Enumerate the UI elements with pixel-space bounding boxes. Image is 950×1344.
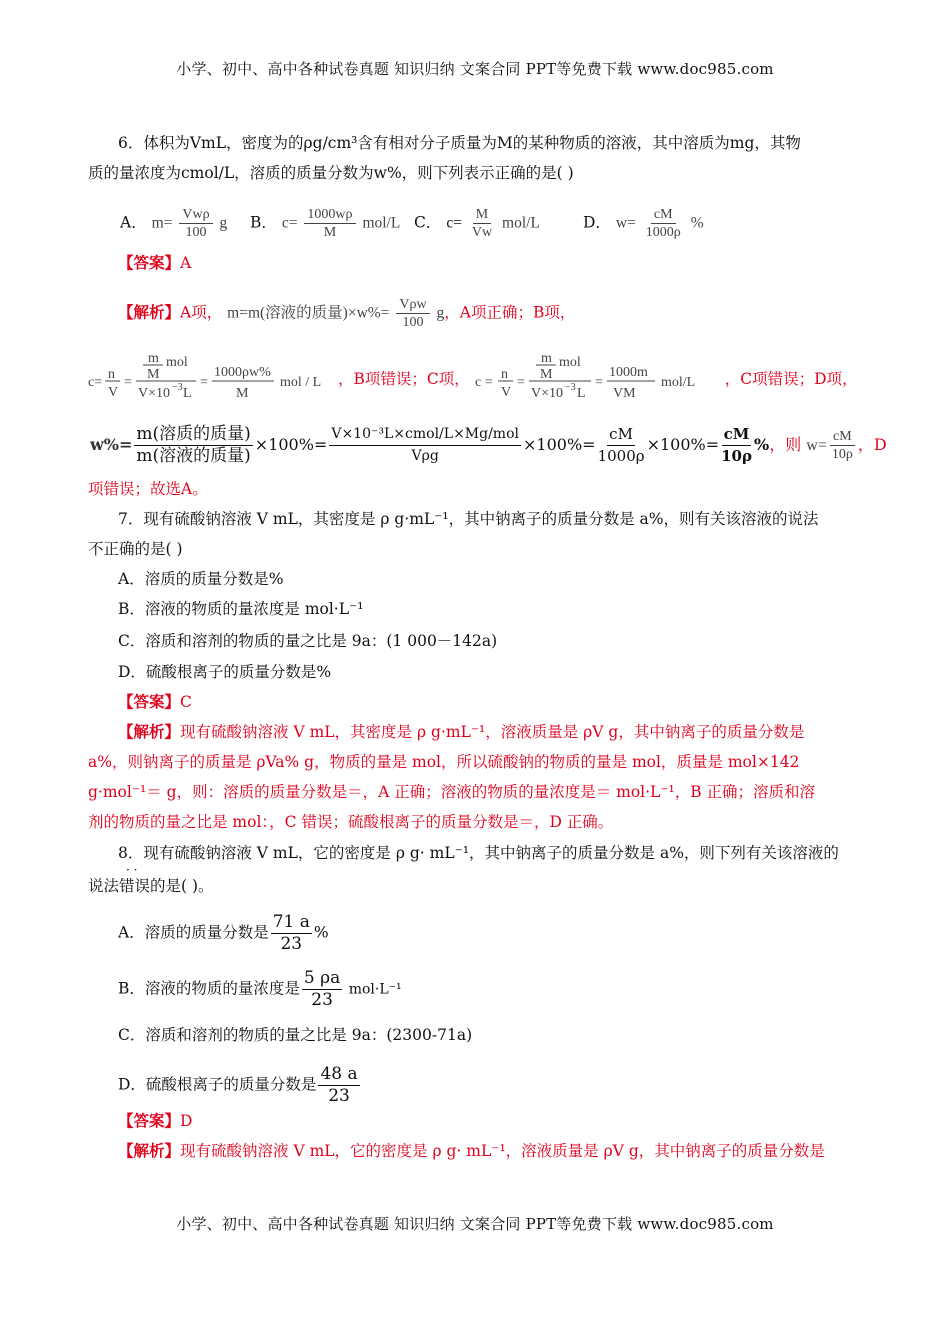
q7-option-c: C．溶质和溶剂的物质的量之比是 9a：(1 000－142a) [118, 632, 498, 650]
fraction-denominator: M [323, 225, 337, 240]
svg-text:−3: −3 [172, 382, 183, 393]
q6-d-w: w%= [90, 435, 133, 454]
svg-text:V: V [108, 385, 119, 400]
q8-option-a [118, 912, 329, 955]
svg-text:=: = [124, 375, 132, 390]
fraction-numerator: Vwρ [179, 206, 212, 224]
fraction-denominator: Vρg [411, 448, 439, 464]
svg-text:mol: mol [558, 355, 581, 370]
q7-option-b: B．溶液的物质的量浓度是 mol·L⁻¹ [118, 600, 364, 618]
q6-b-wrong: ，B项错误；C项， [338, 370, 470, 388]
svg-text:m: m [540, 352, 552, 366]
q6-analysis-a: A项， [180, 303, 223, 322]
fraction-numerator: cM [607, 424, 635, 446]
svg-text:−3: −3 [564, 382, 576, 393]
q6-stem-line2: 质的量浓度为cmol/L，溶质的质量分数为w%，则下列表示正确的是( ) [88, 164, 574, 182]
q7-analysis-line1 [118, 721, 804, 743]
answer-value: C [180, 693, 192, 711]
q6-d-w2: w= [806, 437, 827, 454]
svg-text:L: L [183, 386, 192, 401]
q6-analysis-line1 [118, 296, 575, 331]
q6-option-a-label: A． [120, 213, 147, 232]
q6-d-end: ，D [857, 435, 887, 454]
svg-text:VM: VM [612, 386, 636, 401]
q6-option-d [583, 206, 704, 241]
answer-value: A [180, 254, 192, 272]
q6-option-d-unit: % [690, 214, 704, 232]
fraction-denominator: 23 [280, 934, 303, 954]
q8-stem-line1: 8．现有硫酸钠溶液 V mL，它的密度是 ρ g· mL⁻¹，其中钠离子的质量分数是 a%，则下列有关该溶液的 [118, 844, 839, 862]
q6-analysis-line4: 项错误；故选A。 [88, 480, 208, 498]
q8-answer [118, 1110, 192, 1132]
q7-analysis-line3: g·mol⁻¹＝ g，则：溶质的质量分数是＝，A 正确；溶液的物质的量浓度是＝ mol·L⁻¹，B 正确；溶质和溶 [88, 783, 816, 801]
fraction-denominator: 1000ρ [597, 447, 645, 465]
fraction-denominator: 10ρ [831, 447, 853, 462]
q6-d-fraction-2 [329, 424, 521, 467]
fraction-numerator: 71 a [272, 912, 310, 932]
q6-option-b-unit: mol/L [362, 214, 401, 232]
q6-option-b-label: B． [250, 213, 277, 232]
svg-text:mol / L: mol / L [280, 375, 322, 390]
q6-analysis-fraction [396, 296, 429, 331]
svg-text:=: = [516, 375, 525, 390]
q6-c-derivation-formula [475, 352, 725, 408]
q7-analysis-line2: a%，则钠离子的质量是 ρVa% g，物质的量是 mol，所以硫酸钠的物质的量是 mol，质量是 mol×142 [88, 753, 800, 771]
q6-option-c-unit: mol/L [502, 214, 540, 232]
fraction-numerator: V×10⁻³L×cmol/L×Mg/mol [329, 424, 521, 446]
svg-text:M: M [539, 367, 553, 382]
q6-option-a [120, 206, 227, 241]
q6-d-x100-1: ×100%= [254, 435, 328, 454]
svg-text:mol/L: mol/L [660, 375, 695, 390]
fraction-denominator: m(溶液的质量) [136, 446, 251, 466]
page-header: 小学、初中、高中各种试卷真题 知识归纳 文案合同 PPT等免费下载 www.doc985.com [176, 60, 774, 78]
answer-tag: 【答案】 [118, 253, 181, 272]
svg-text:1000m: 1000m [608, 365, 648, 380]
q6-analysis-line3 [90, 424, 887, 467]
answer-value: D [180, 1112, 193, 1130]
q6-option-b [250, 206, 400, 241]
q6-d-x100-2: ×100%= [523, 435, 596, 454]
fraction-numerator: cM [722, 424, 752, 446]
q6-option-c [414, 206, 540, 241]
q7-answer [118, 691, 192, 713]
q7-analysis-text-1: 现有硫酸钠溶液 V mL，其密度是 ρ g·mL⁻¹，溶液质量是 ρV g，其中钠离子的质量分数是 [180, 723, 805, 741]
svg-text:m: m [148, 352, 159, 366]
q8-option-a-text: A．溶质的质量分数是 [118, 923, 269, 942]
svg-text:V: V [500, 385, 511, 400]
q8-analysis-text-1: 现有硫酸钠溶液 V mL，它的密度是 ρ g· mL⁻¹，溶液质量是 ρV g，其中钠离子的质量分数是 [180, 1142, 825, 1160]
svg-text:n: n [500, 367, 508, 382]
q7-stem-line1: 7．现有硫酸钠溶液 V mL，其密度是 ρ g·mL⁻¹，其中钠离子的质量分数是 a%，则有关该溶液的说法 [118, 510, 819, 528]
q6-option-d-expr: w= [615, 214, 636, 232]
q8-analysis-line1 [118, 1140, 825, 1162]
q8-option-a-fraction [271, 912, 312, 955]
fraction-denominator: 10ρ [721, 447, 752, 465]
q6-analysis-formula: m=m(溶液的质量)×w%= [227, 304, 390, 322]
q6-option-d-fraction [643, 206, 684, 241]
q6-analysis-line2 [88, 352, 858, 408]
fraction-denominator: 1000ρ [645, 225, 681, 240]
q6-analysis-a-correct: ，A项正确；B项， [444, 303, 576, 322]
q6-d-fraction-3 [598, 424, 645, 467]
fraction-numerator: cM [830, 428, 855, 446]
svg-text:=: = [200, 375, 208, 390]
analysis-tag: 【解析】 [118, 722, 181, 741]
fraction-numerator: cM [651, 206, 676, 224]
q6-option-a-expr: m= [151, 214, 173, 232]
svg-text:n: n [108, 367, 115, 382]
fraction-numerator: m(溶质的质量) [136, 424, 251, 444]
emphasis-dots: · · [126, 863, 138, 877]
q6-analysis-unit: g [436, 304, 445, 322]
svg-text:M: M [236, 386, 249, 401]
q8-option-d-fraction [318, 1064, 359, 1107]
q6-option-c-label: C． [414, 213, 442, 232]
q6-option-b-fraction [304, 206, 355, 241]
q8-option-b [118, 968, 402, 1011]
fraction-numerator: 5 ρa [303, 968, 341, 988]
q6-c-wrong: ，C项错误；D项， [724, 370, 858, 388]
q6-d-fraction-4 [721, 424, 752, 467]
q8-option-d [118, 1064, 362, 1107]
q8-option-b-fraction [302, 968, 342, 1011]
q7-option-a: A．溶质的质量分数是% [118, 570, 284, 588]
page-footer: 小学、初中、高中各种试卷真题 知识归纳 文案合同 PPT等免费下载 www.doc985.com [176, 1215, 774, 1233]
fraction-numerator: Vρw [396, 296, 429, 314]
q7-option-d: D．硫酸根离子的质量分数是% [118, 663, 332, 681]
q6-b-derivation-formula [88, 352, 338, 408]
svg-text:mol: mol [166, 355, 188, 370]
svg-text:M: M [147, 367, 160, 382]
q6-option-c-expr: c= [446, 214, 462, 232]
svg-text:V×10: V×10 [138, 386, 171, 401]
answer-tag: 【答案】 [118, 1111, 181, 1130]
q8-stem-line2: 说法错误的是( )。 [88, 877, 214, 895]
analysis-tag: 【解析】 [118, 302, 181, 322]
q6-d-x100-3: ×100%= [646, 435, 720, 454]
q6-option-d-label: D． [583, 213, 611, 232]
q6-d-fraction-5 [829, 428, 856, 463]
q6-answer [118, 252, 191, 274]
fraction-denominator: 100 [402, 315, 424, 330]
svg-text:c=: c= [88, 375, 103, 390]
analysis-tag: 【解析】 [118, 1141, 181, 1160]
fraction-numerator: M [473, 206, 491, 224]
svg-text:=: = [594, 375, 603, 390]
answer-tag: 【答案】 [118, 692, 181, 711]
svg-text:L: L [576, 386, 586, 401]
q6-stem-line1: 6．体积为VmL，密度为的ρg/cm³含有相对分子质量为M的某种物质的溶液，其中溶质为mg，其物 [118, 134, 801, 152]
q8-option-d-text: D．硫酸根离子的质量分数是 [118, 1075, 317, 1094]
q6-option-c-fraction [469, 206, 495, 241]
q6-option-a-unit: g [219, 214, 228, 232]
fraction-denominator: 23 [328, 1086, 350, 1106]
q6-d-percent: % [753, 435, 770, 454]
fraction-denominator: 100 [185, 225, 207, 240]
q7-stem-line2: 不正确的是( ) [88, 540, 183, 558]
q8-option-b-text: B．溶液的物质的量浓度是 [118, 979, 300, 998]
fraction-numerator: 1000wρ [304, 206, 355, 224]
q8-option-c: C．溶质和溶剂的物质的量之比是 9a：(2300-71a) [118, 1026, 473, 1044]
fraction-numerator: 48 a [320, 1064, 358, 1084]
svg-text:1000ρw%: 1000ρw% [214, 365, 271, 380]
q6-d-then: ，则 [769, 435, 802, 454]
q8-option-a-unit: % [313, 923, 329, 942]
q6-d-fraction-1 [134, 424, 252, 467]
svg-text:V×10: V×10 [530, 386, 563, 401]
fraction-denominator: Vw [471, 225, 493, 240]
fraction-denominator: 23 [311, 990, 333, 1010]
svg-text:c =: c = [474, 375, 493, 390]
q6-option-b-expr: c= [281, 214, 298, 232]
q7-analysis-line4: 剂的物质的量之比是 mol：，C 错误；硫酸根离子的质量分数是＝，D 正确。 [88, 813, 614, 831]
q6-option-a-fraction [179, 206, 212, 241]
q8-option-b-unit: mol·L⁻¹ [344, 981, 402, 998]
